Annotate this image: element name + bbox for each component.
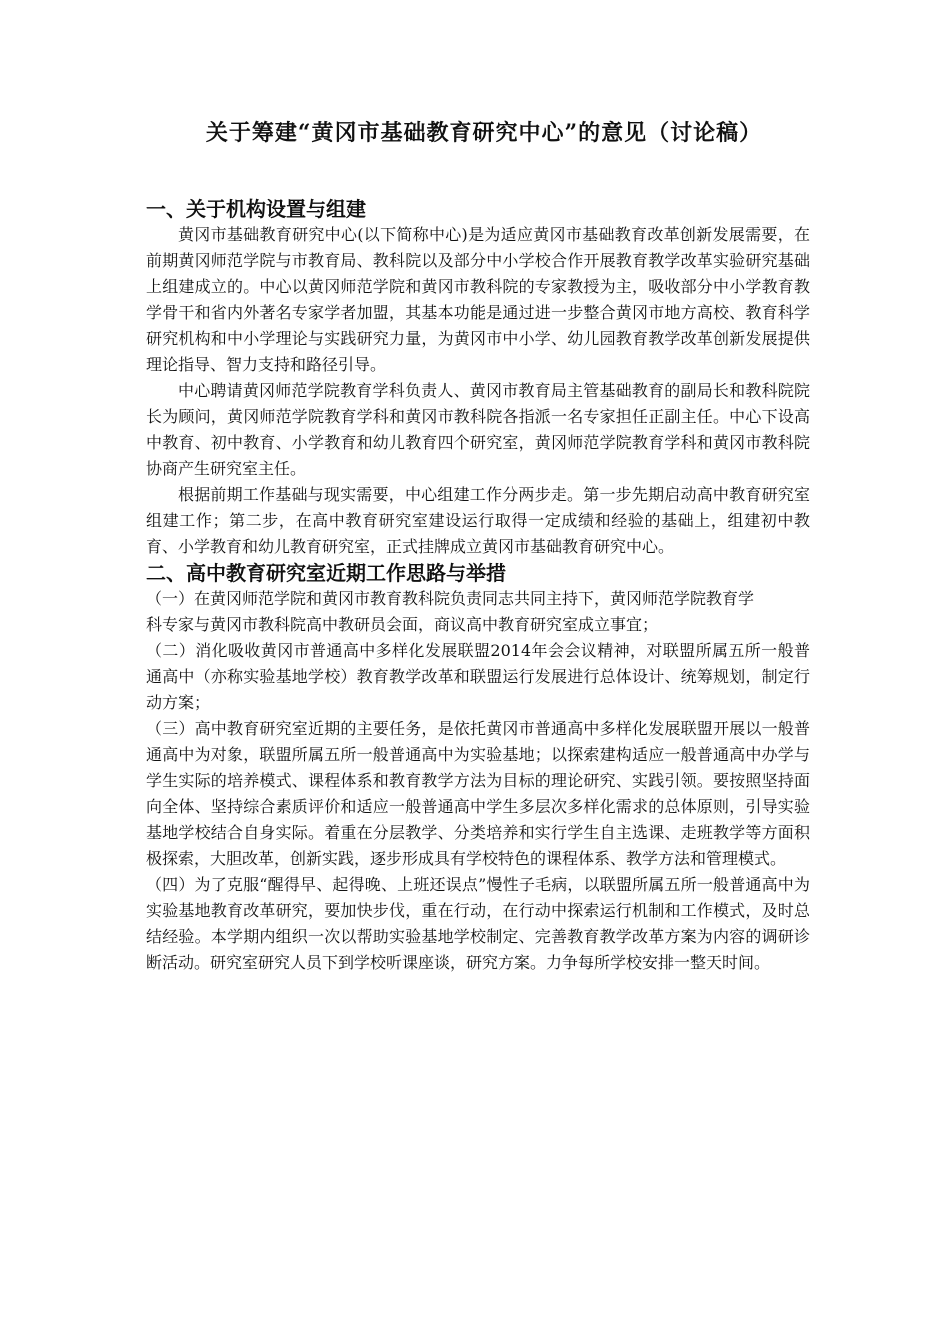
document-title: 关于筹建“黄冈市基础教育研究中心”的意见（讨论稿） [205,120,763,146]
document-page [146,118,810,976]
section-high-school-research [146,560,810,976]
section2-item-3: （三）高中教育研究室近期的主要任务，是依托黄冈市普通高中多样化发展联盟开展以一般普通高中为对象，联盟所属五所一般普通高中为实验基地；以探索建构适应一般普通高中办学与学生实际的培养模式、课程体系和教育教学方法为目标的理论研究、实践引领。要按照坚持面向全体、坚持综合素质评价和适应一般普通高中学生多层次多样化需求的总体原则，引导实验基地学校结合自身实际。着重在分层教学、分类培养和实行学生自主选课、走班教学等方面积极探索，大胆改革，创新实践，逐步形成具有学校特色的课程体系、教学方法和管理模式。 [146,719,810,868]
section-heading-2: 二、高中教育研究室近期工作思路与举措 [146,561,506,585]
section2-item-2: （二）消化吸收黄冈市普通高中多样化发展联盟2014年会会议精神，对联盟所属五所一般普通高中（亦称实验基地学校）教育教学改革和联盟运行发展进行总体设计、统筹规划，制定行动方案； [146,641,810,712]
section1-paragraph-2: 中心聘请黄冈师范学院教育学科负责人、黄冈市教育局主管基础教育的副局长和教科院院长为顾问，黄冈师范学院教育学科和黄冈市教科院各指派一名专家担任正副主任。中心下设高中教育、初中教育、小学教育和幼儿教育四个研究室，黄冈师范学院教育学科和黄冈市教科院协商产生研究室主任。 [146,381,810,478]
section1-paragraph-3: 根据前期工作基础与现实需要，中心组建工作分两步走。第一步先期启动高中教育研究室组建工作；第二步，在高中教育研究室建设运行取得一定成绩和经验的基础上，组建初中教育、小学教育和幼儿教育研究室，正式挂牌成立黄冈市基础教育研究中心。 [146,485,810,556]
section2-item-1-line-2: 科专家与黄冈市教科院高中教研员会面，商议高中教育研究室成立事宜； [146,615,659,634]
section2-item-1-line-1: （一）在黄冈师范学院和黄冈市教育教科院负责同志共同主持下，黄冈师范学院教育学 [146,589,755,608]
section2-item-4: （四）为了克服“醒得早、起得晚、上班还误点”慢性子毛病，以联盟所属五所一般普通高中为实验基地教育改革研究，要加快步伐，重在行动，在行动中探索运行机制和工作模式，及时总结经验。本学期内组织一次以帮助实验基地学校制定、完善教育教学改革方案为内容的调研诊断活动。研究室研究人员下到学校听课座谈，研究方案。力争每所学校安排一整天时间。 [146,875,810,972]
section-institution-setup [146,196,810,560]
section1-paragraph-1: 黄冈市基础教育研究中心(以下简称中心)是为适应黄冈市基础教育改革创新发展需要，在前期黄冈师范学院与市教育局、教科院以及部分中小学校合作开展教育教学改革实验研究基础上组建成立的。中心以黄冈师范学院和黄冈市教科院的专家教授为主，吸收部分中小学教育教学骨干和省内外著名专家学者加盟，其基本功能是通过进一步整合黄冈市地方高校、教育科学研究机构和中小学理论与实践研究力量，为黄冈市中小学、幼儿园教育教学改革创新发展提供理论指导、智力支持和路径引导。 [146,225,810,374]
section-heading-1: 一、关于机构设置与组建 [146,197,366,221]
